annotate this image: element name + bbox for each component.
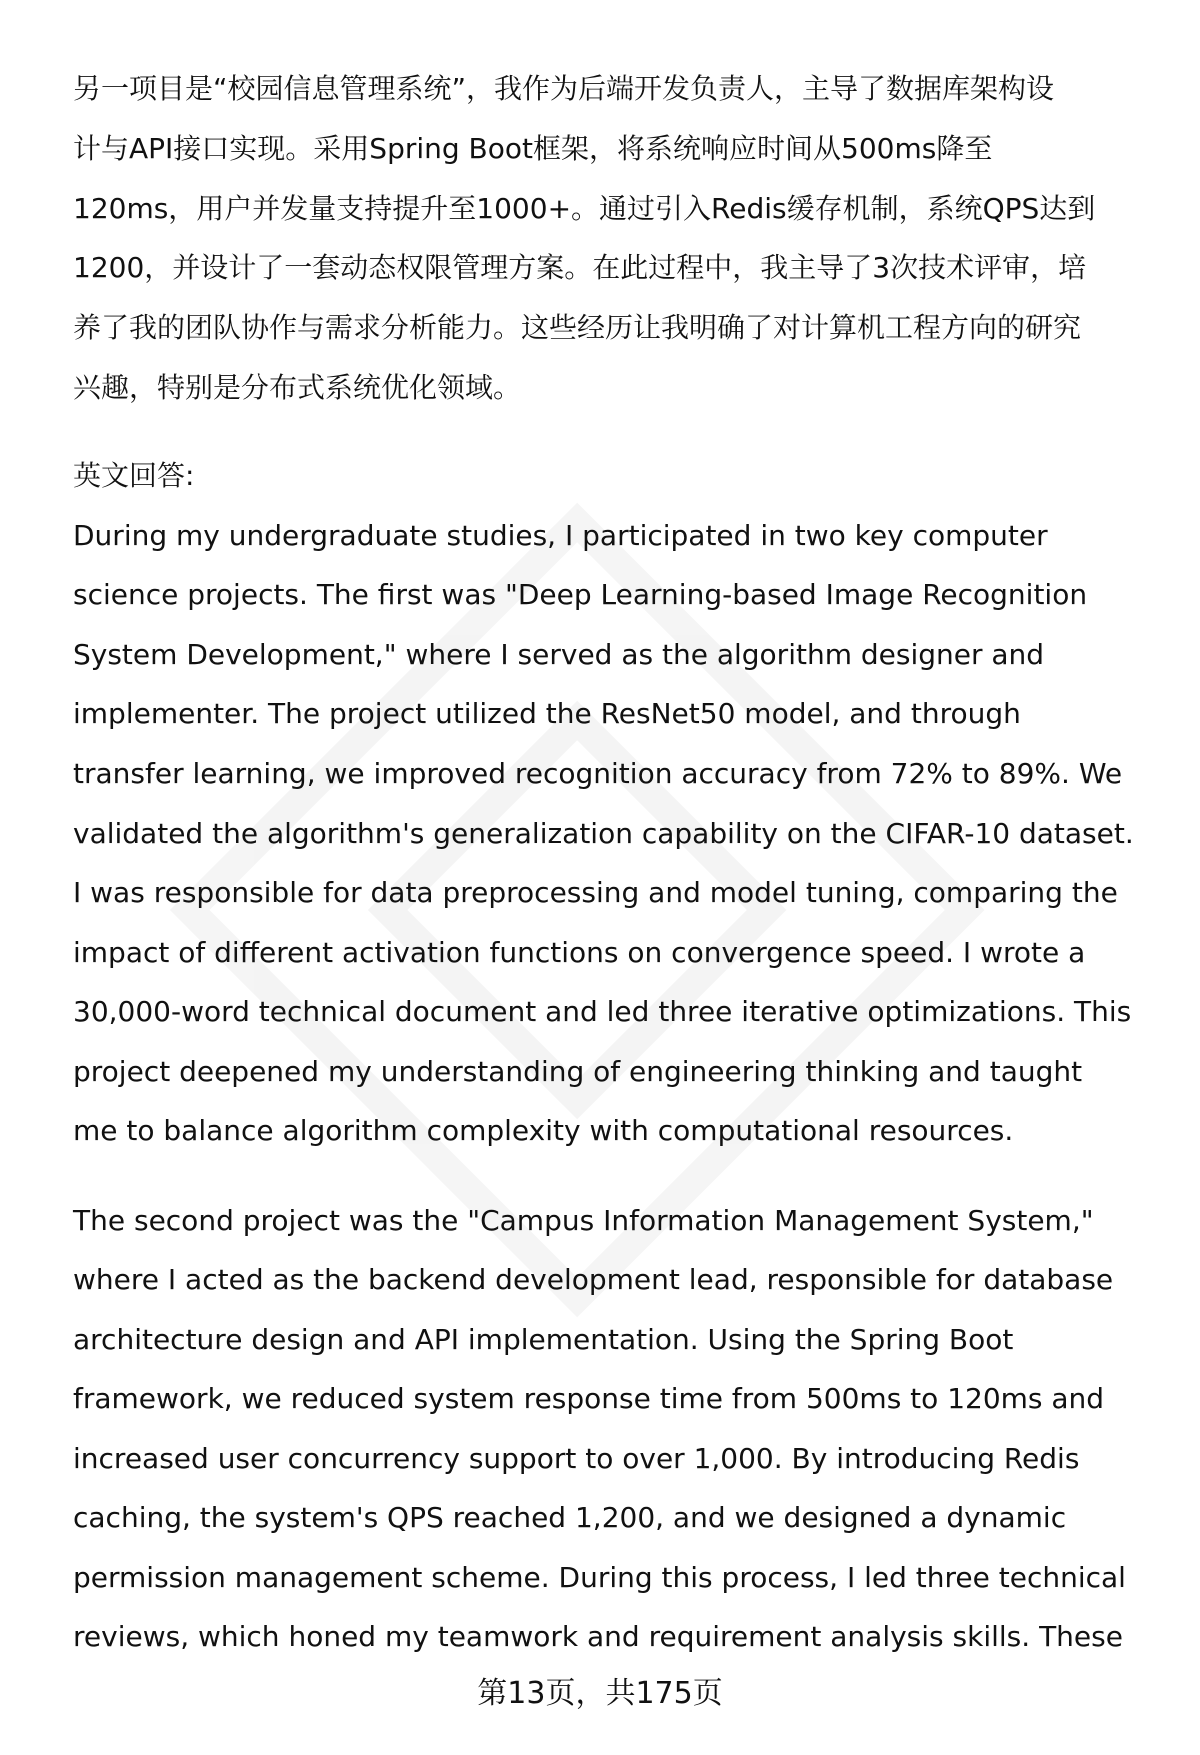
text-line: 120ms，用户并发量支持提升至1000+。通过引入Redis缓存机制，系统QPS达到 — [73, 192, 1096, 225]
text-line: architecture design and API implementation. Using the Spring Boot — [73, 1323, 1014, 1356]
text-line: 计与API接口实现。采用Spring Boot框架，将系统响应时间从500ms降至 — [73, 132, 993, 165]
text-line: I was responsible for data preprocessing and model tuning, comparing the — [73, 876, 1118, 909]
text-line: increased user concurrency support to over 1,000. By introducing Redis — [73, 1442, 1080, 1475]
text-line: impact of different activation functions on convergence speed. I wrote a — [73, 936, 1086, 969]
text-line: framework, we reduced system response time from 500ms to 120ms and — [73, 1382, 1105, 1415]
text-line: validated the algorithm's generalization capability on the CIFAR-10 dataset. — [73, 817, 1134, 850]
text-line: permission management scheme. During this process, I led three technical — [73, 1561, 1126, 1594]
text-line: The second project was the "Campus Information Management System," — [73, 1204, 1094, 1237]
text-line: 另一项目是“校园信息管理系统”，我作为后端开发负责人，主导了数据库架构设 — [73, 72, 1055, 105]
text-line: 兴趣，特别是分布式系统优化领域。 — [73, 371, 522, 404]
text-line: me to balance algorithm complexity with computational resources. — [73, 1114, 1014, 1147]
text-line: 30,000-word technical document and led three iterative optimizations. This — [73, 995, 1132, 1028]
text-line: implementer. The project utilized the ResNet50 model, and through — [73, 697, 1021, 730]
text-line: 养了我的团队协作与需求分析能力。这些经历让我明确了对计算机工程方向的研究 — [73, 311, 1082, 344]
text-line: transfer learning, we improved recognition accuracy from 72% to 89%. We — [73, 757, 1123, 790]
page-indicator: 第13页，共175页 — [477, 1676, 723, 1711]
english-answer-label: 英文回答: — [73, 459, 195, 492]
text-line: 1200，并设计了一套动态权限管理方案。在此过程中，我主导了3次技术评审，培 — [73, 251, 1087, 284]
text-line: During my undergraduate studies, I participated in two key computer — [73, 519, 1048, 552]
text-line: science projects. The first was "Deep Learning-based Image Recognition — [73, 578, 1088, 611]
text-line: caching, the system's QPS reached 1,200, and we designed a dynamic — [73, 1501, 1067, 1534]
text-line: reviews, which honed my teamwork and requirement analysis skills. These — [73, 1620, 1123, 1653]
text-line: System Development," where I served as the algorithm designer and — [73, 638, 1045, 671]
text-line: project deepened my understanding of engineering thinking and taught — [73, 1055, 1083, 1088]
text-line: where I acted as the backend development lead, responsible for database — [73, 1263, 1114, 1296]
